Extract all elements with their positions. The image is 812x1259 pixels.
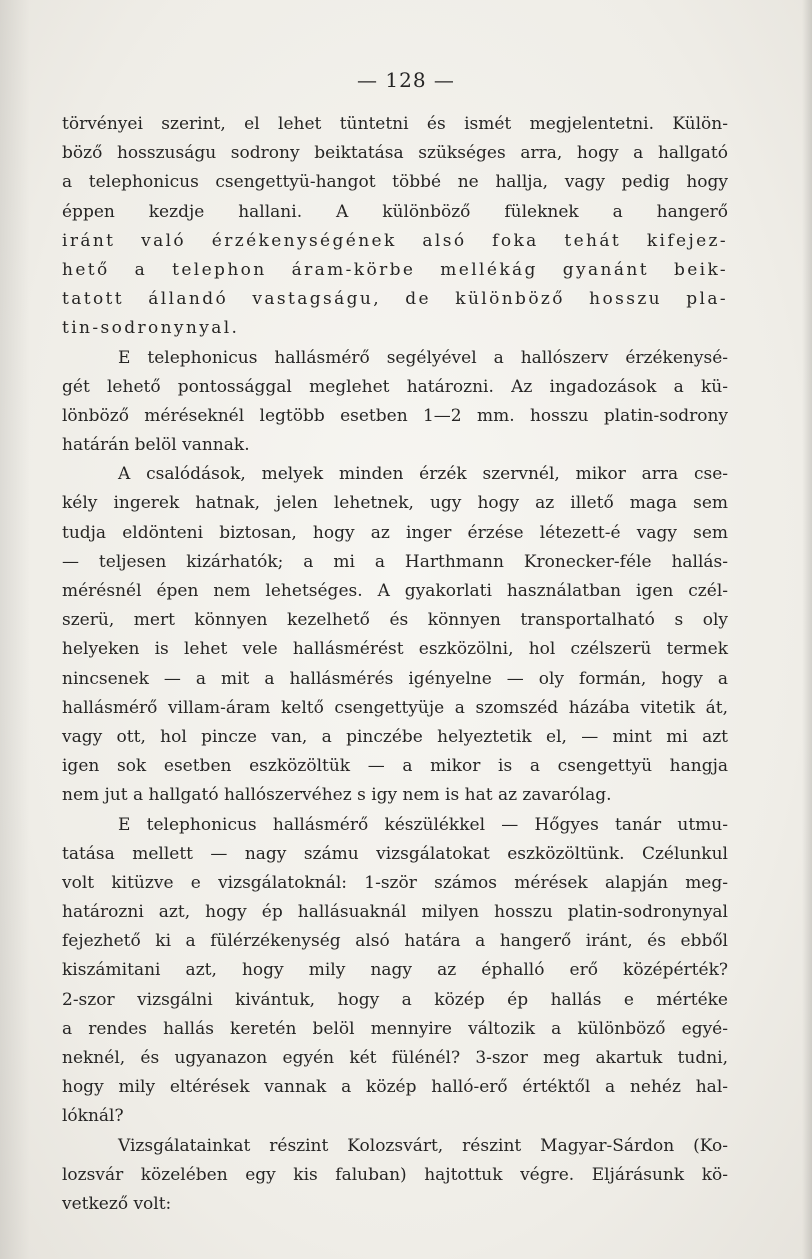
text-line: igen sok esetben eszközöltük — a mikor is a csengettyü hangja — [62, 756, 728, 777]
text-line: E telephonicus hallásmérő készülékkel — Hőgyes tanár utmu- — [118, 814, 728, 835]
text-line: iránt való érzékenységének alsó foka tehát kifejez- — [62, 230, 728, 251]
text-line: a telephonicus csengettyü-hangot többé ne hallja, vagy pedig hogy — [62, 172, 728, 193]
text-line: nincsenek — a mit a hallásmérés igényelne — oly formán, hogy a — [62, 668, 728, 689]
page-edge-shadow-left — [0, 0, 30, 1259]
text-line: a rendes hallás keretén belöl mennyire változik a különböző egyé- — [62, 1018, 728, 1039]
text-line: kiszámitani azt, hogy mily nagy az éphalló erő középérték? — [62, 960, 728, 981]
text-line: A csalódások, melyek minden érzék szervnél, mikor arra cse- — [118, 464, 728, 485]
text-line: — teljesen kizárhatók; a mi a Harthmann Kronecker-féle hallás- — [62, 551, 728, 572]
text-line: lozsvár közelében egy kis faluban) hajtottuk végre. Eljárásunk kö- — [62, 1164, 728, 1185]
text-line: törvényei szerint, el lehet tüntetni és ismét megjelentetni. Külön- — [62, 114, 728, 134]
text-line: kély ingerek hatnak, jelen lehetnek, ugy hogy az illető maga sem — [62, 493, 728, 514]
text-line: lönböző méréseknél legtöbb esetben 1—2 mm. hosszu platin-sodrony — [62, 405, 728, 426]
text-line: éppen kezdje hallani. A különböző füleknek a hangerő — [62, 201, 728, 222]
text-line: hallásmérő villam-áram keltő csengettyüje a szomszéd házába vitetik át, — [62, 697, 728, 718]
text-line: lóknál? — [62, 1106, 124, 1127]
body-text — [62, 110, 728, 1219]
text-line: határozni azt, hogy ép hallásuaknál milyen hosszu platin-sodronynyal — [62, 902, 728, 923]
text-line: mérésnél épen nem lehetséges. A gyakorlati használatban igen czél- — [62, 581, 728, 601]
text-line: nem jut a hallgató hallószervéhez s igy nem is hat az zavarólag. — [62, 785, 612, 806]
text-line: vagy ott, hol pincze van, a pinczébe helyeztetik el, — mint mi azt — [62, 726, 728, 747]
text-line: fejezhető ki a fülérzékenység alsó határa a hangerő iránt, és ebből — [62, 931, 728, 952]
text-line: tudja eldönteni biztosan, hogy az inger érzése létezett-é vagy sem — [62, 522, 728, 543]
text-line: neknél, és ugyanazon egyén két fülénél? 3-szor meg akartuk tudni, — [62, 1048, 728, 1068]
text-line: hogy mily eltérések vannak a közép halló-erő értéktől a nehéz hal- — [62, 1077, 728, 1098]
text-line: szerü, mert könnyen kezelhető és könnyen transportalható s oly — [62, 610, 728, 631]
page-edge-shadow-right — [802, 0, 812, 1259]
text-line: vetkező volt: — [62, 1193, 172, 1214]
text-line: böző hosszuságu sodrony beiktatása szükséges arra, hogy a hallgató — [62, 143, 728, 164]
text-line: helyeken is lehet vele hallásmérést eszközölni, hol czélszerü termek — [62, 639, 728, 660]
text-line: határán belöl vannak. — [62, 435, 250, 456]
text-line: tin-sodronynyal. — [62, 318, 240, 339]
text-line: tatott állandó vastagságu, de különböző hosszu pla- — [62, 289, 728, 310]
page-number: — 128 — — [357, 68, 455, 92]
text-line: volt kitüzve e vizsgálatoknál: 1-ször számos mérések alapján meg- — [62, 872, 728, 893]
text-line: E telephonicus hallásmérő segélyével a hallószerv érzékenysé- — [118, 347, 728, 368]
text-line: 2-szor vizsgálni kivántuk, hogy a közép ép hallás e mértéke — [62, 989, 728, 1010]
text-line: hető a telephon áram-körbe mellékág gyanánt beik- — [62, 259, 728, 280]
text-line: gét lehető pontossággal meglehet határozni. Az ingadozások a kü- — [62, 376, 728, 397]
text-line: tatása mellett — nagy számu vizsgálatokat eszközöltünk. Czélunkul — [62, 843, 728, 864]
text-line: Vizsgálatainkat részint Kolozsvárt, részint Magyar-Sárdon (Ko- — [118, 1135, 728, 1156]
